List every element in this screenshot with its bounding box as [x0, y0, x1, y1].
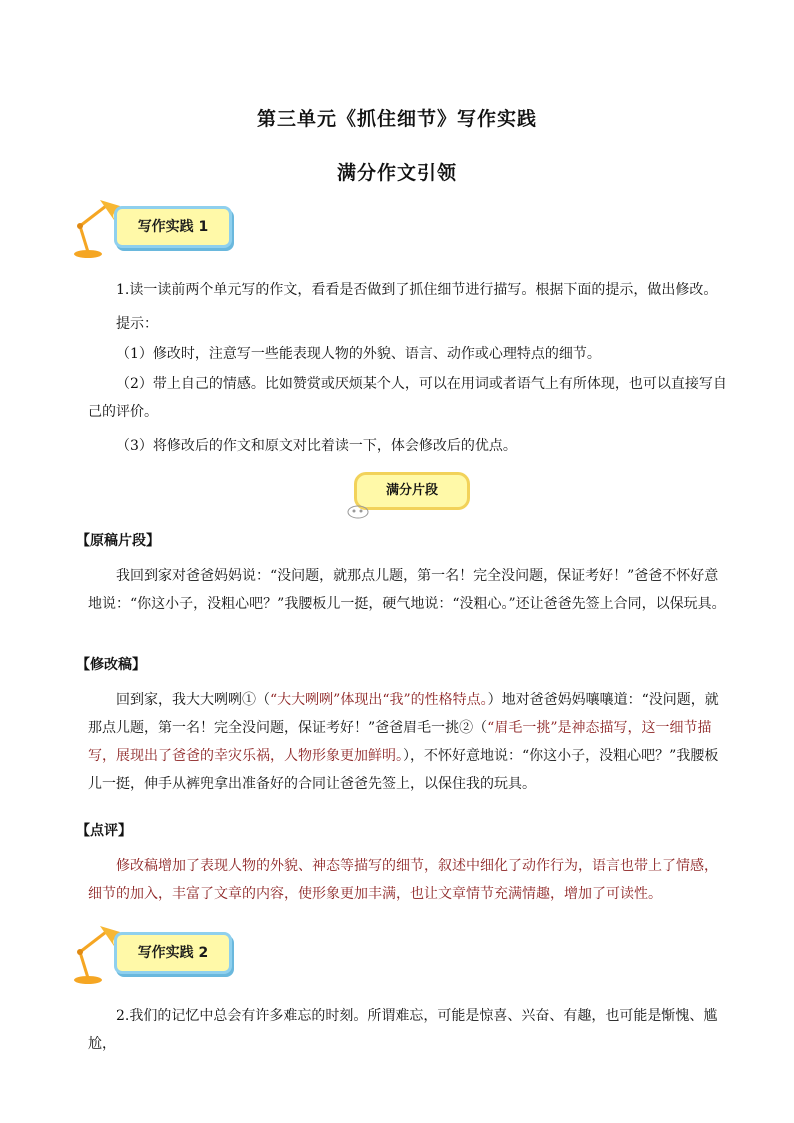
sub-badge-label: 满分片段 — [385, 483, 438, 498]
comment-label: 【点评】 — [76, 823, 132, 839]
doodle-icon — [344, 500, 374, 522]
original-label: 【原稿片段】 — [76, 533, 160, 549]
prompt-1: 1.读一读前两个单元写的作文，看看是否做到了抓住细节进行描写。根据下面的提示，做出修改。 — [116, 282, 718, 298]
hint-2: （2）带上自己的情感。比如赞赏或厌烦某个人，可以在用词或者语气上有所体现，也可以直接写自己的评价。 — [88, 376, 727, 420]
revised-text — [88, 686, 728, 798]
revised-part-1: 回到家，我大大咧咧①（ — [116, 692, 270, 708]
hint-1: （1）修改时，注意写一些能表现人物的外貌、语言、动作或心理特点的细节。 — [116, 346, 601, 362]
badge-label: 写作实践 2 — [137, 945, 209, 961]
revised-part-3: ），不怀好意地说：“你这小子，没粗心吧？”我腰板儿一挺，伸手从裤兜拿出准备好的合同让爸爸先签上，以保住我的玩具。 — [88, 748, 719, 792]
badge-label: 写作实践 1 — [137, 219, 209, 235]
prompt-2: 2.我们的记忆中总会有许多难忘的时刻。所谓难忘，可能是惊喜、兴奋、有趣，也可能是惭愧、尴尬， — [88, 1008, 718, 1052]
section-badge-1 — [70, 196, 240, 266]
page-subtitle: 满分作文引领 — [336, 162, 457, 184]
hint-3: （3）将修改后的作文和原文对比着读一下，体会修改后的优点。 — [116, 438, 517, 454]
revised-note-2: “眉毛一挑”是神态描写，这一细节描写，展现出了爸爸的幸灾乐祸，人物形象更加鲜明。 — [88, 720, 712, 764]
revised-part-2: ）地对爸爸妈妈嚷嚷道：“没问题，就那点儿题，第一名！完全没问题，保证考好！”爸爸眉毛一挑②（ — [88, 692, 719, 736]
hint-label: 提示： — [116, 316, 158, 332]
original-text: 我回到家对爸爸妈妈说：“没问题，就那点儿题，第一名！完全没问题，保证考好！”爸爸不怀好意地说：“你这小子，没粗心吧？”我腰板儿一挺，硬气地说：“没粗心。”还让爸爸先签上合同，以保玩具。 — [88, 568, 726, 612]
revised-note-1: “大大咧咧”体现出“我”的性格特点。 — [270, 692, 488, 708]
section-badge-2 — [70, 922, 240, 992]
page-title: 第三单元《抓住细节》写作实践 — [256, 108, 537, 130]
comment-text: 修改稿增加了表现人物的外貌、神态等描写的细节，叙述中细化了动作行为，语言也带上了情感，细节的加入，丰富了文章的内容，使形象更加丰满，也让文章情节充满情趣，增加了可读性。 — [88, 858, 718, 902]
revised-label: 【修改稿】 — [76, 657, 146, 673]
